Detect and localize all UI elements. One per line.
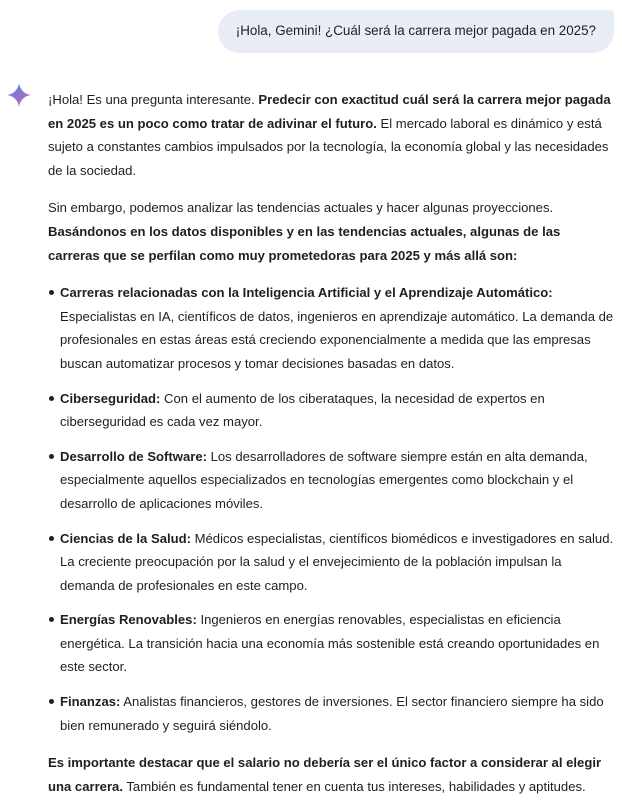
bullet [49,536,54,541]
careers-list [48,281,614,737]
career-description: Especialistas en IA, científicos de datos, ingenieros en aprendizaje automático. La demanda de profesionales en estas áreas está creciendo exponencialmente a medida que las empresas buscan automatizar procesos y tomar decisiones basadas en datos. [60,308,614,371]
intro-bold-text: Predecir con exactitud cuál será la carrera mejor pagada en 2025 es un poco como tratar de adivinar el futuro. [48,92,611,131]
career-title: Finanzas: [60,694,121,710]
list-item [60,608,614,679]
list-item [60,387,614,434]
career-title: Ciberseguridad: [60,390,161,406]
career-title: Desarrollo de Software: [60,448,207,464]
intro-paragraph [48,88,614,182]
closing-text: También es fundamental tener en cuenta tus intereses, habilidades y aptitudes. [122,778,586,794]
career-title: Energías Renovables: [60,612,197,628]
career-description: Ingenieros en energías renovables, especialistas en eficiencia energética. La transición hacia una economía más sostenible está creando oportunidades en este sector. [60,612,600,675]
bullet [49,454,54,459]
career-description: Los desarrolladores de software siempre están en alta demanda, especialmente aquellos especializados en tecnologías emergentes como blockchain y el desarrollo de aplicaciones móviles. [60,448,588,511]
career-title: Ciencias de la Salud: [60,530,191,546]
gemini-sparkle-icon [6,82,32,108]
bullet [49,699,54,704]
analysis-paragraph [48,196,614,267]
list-item [60,281,614,375]
career-description: Con el aumento de los ciberataques, la necesidad de expertos en ciberseguridad es cada vez mayor. [60,390,545,430]
bullet [49,396,54,401]
career-description: Analistas financieros, gestores de inversiones. El sector financiero siempre ha sido bien remunerado y seguirá siéndolo. [60,694,604,733]
list-item [60,690,614,737]
bullet [49,290,54,295]
intro-text-continued: El mercado laboral es dinámico y está sujeto a constantes cambios impulsados por la tecnología, la economía global y las necesidades de la sociedad. [48,115,609,178]
list-item [60,527,614,598]
assistant-response [48,88,614,812]
user-message-bubble: ¡Hola, Gemini! ¿Cuál será la carrera mejor pagada en 2025? [218,10,614,53]
intro-text: ¡Hola! Es una pregunta interesante. [48,92,259,107]
closing-paragraph [48,751,614,798]
user-message-row [0,10,614,53]
closing-bold-text: Es importante destacar que el salario no debería ser el único factor a considerar al elegir una carrera. [48,755,602,794]
analysis-bold-text: Basándonos en los datos disponibles y en las tendencias actuales, algunas de las carreras que se perfilan como muy prometedoras para 2025 y más allá son: [48,223,561,263]
list-item [60,445,614,516]
career-title: Carreras relacionadas con la Inteligencia Artificial y el Aprendizaje Automático: [60,285,553,301]
career-description: Médicos especialistas, científicos biomédicos e investigadores en salud. La creciente preocupación por la salud y el envejecimiento de la población impulsan la demanda de profesionales en este campo. [60,530,614,593]
bullet [49,617,54,622]
analysis-text: Sin embargo, podemos analizar las tendencias actuales y hacer algunas proyecciones. [48,200,554,216]
